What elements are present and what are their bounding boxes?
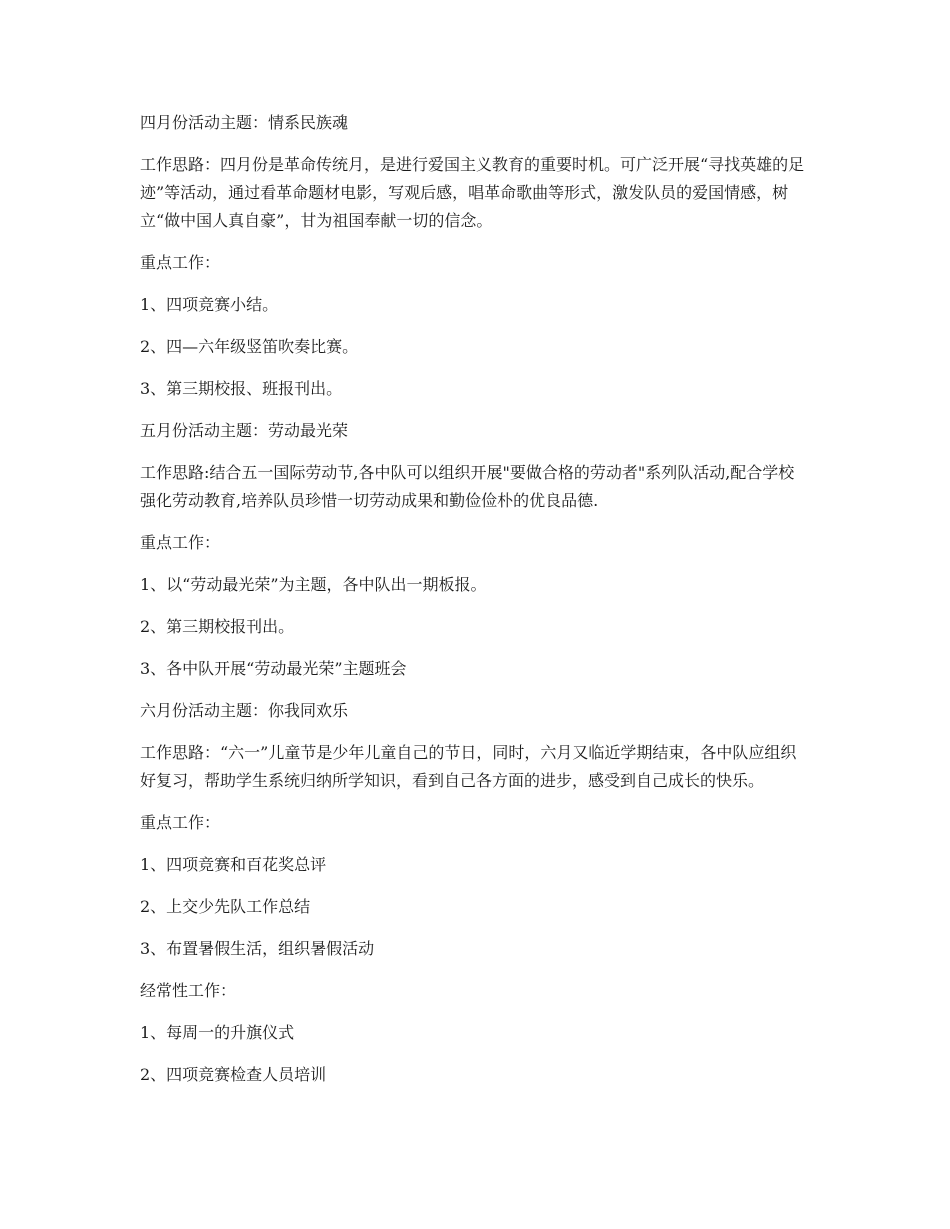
june-theme-heading: 六月份活动主题：你我同欢乐 [140,701,349,720]
may-theme-heading: 五月份活动主题：劳动最光荣 [140,421,349,440]
june-item-2: 2、上交少先队工作总结 [140,897,311,916]
april-theme-heading: 四月份活动主题：情系民族魂 [140,113,349,132]
april-key-work-heading: 重点工作： [140,253,221,272]
may-item-2: 2、第三期校报刊出。 [140,617,295,636]
april-item-2: 2、四—六年级竖笛吹奏比赛。 [140,337,359,356]
regular-item-1: 1、每周一的升旗仪式 [140,1023,295,1042]
june-key-work-heading: 重点工作： [140,813,221,832]
regular-work-heading: 经常性工作： [140,981,237,1000]
june-item-3: 3、布置暑假生活，组织暑假活动 [140,939,375,958]
april-work-idea: 工作思路：四月份是革命传统月，是进行爱国主义教育的重要时机。可广泛开展“寻找英雄的足迹”等活动，通过看革命题材电影，写观后感，唱革命歌曲等形式，激发队员的爱国情感，树立“做中国人真自豪”，甘为祖国奉献一切的信念。 [140,155,805,230]
document-body [140,109,810,1103]
may-item-1: 1、以“劳动最光荣”为主题，各中队出一期板报。 [140,575,487,594]
june-item-1: 1、四项竞赛和百花奖总评 [140,855,327,874]
april-item-1: 1、四项竞赛小结。 [140,295,279,314]
june-work-idea: 工作思路：“六一”儿童节是少年儿童自己的节日，同时，六月又临近学期结束，各中队应组织好复习，帮助学生系统归纳所学知识，看到自己各方面的进步，感受到自己成长的快乐。 [140,743,797,790]
may-item-3: 3、各中队开展“劳动最光荣”主题班会 [140,659,407,678]
may-key-work-heading: 重点工作： [140,533,221,552]
regular-item-2: 2、四项竞赛检查人员培训 [140,1065,327,1084]
may-work-idea: 工作思路:结合五一国际劳动节,各中队可以组织开展"要做合格的劳动者"系列队活动,配合学校强化劳动教育,培养队员珍惜一切劳动成果和勤俭俭朴的优良品德. [140,463,795,510]
april-item-3: 3、第三期校报、班报刊出。 [140,379,343,398]
